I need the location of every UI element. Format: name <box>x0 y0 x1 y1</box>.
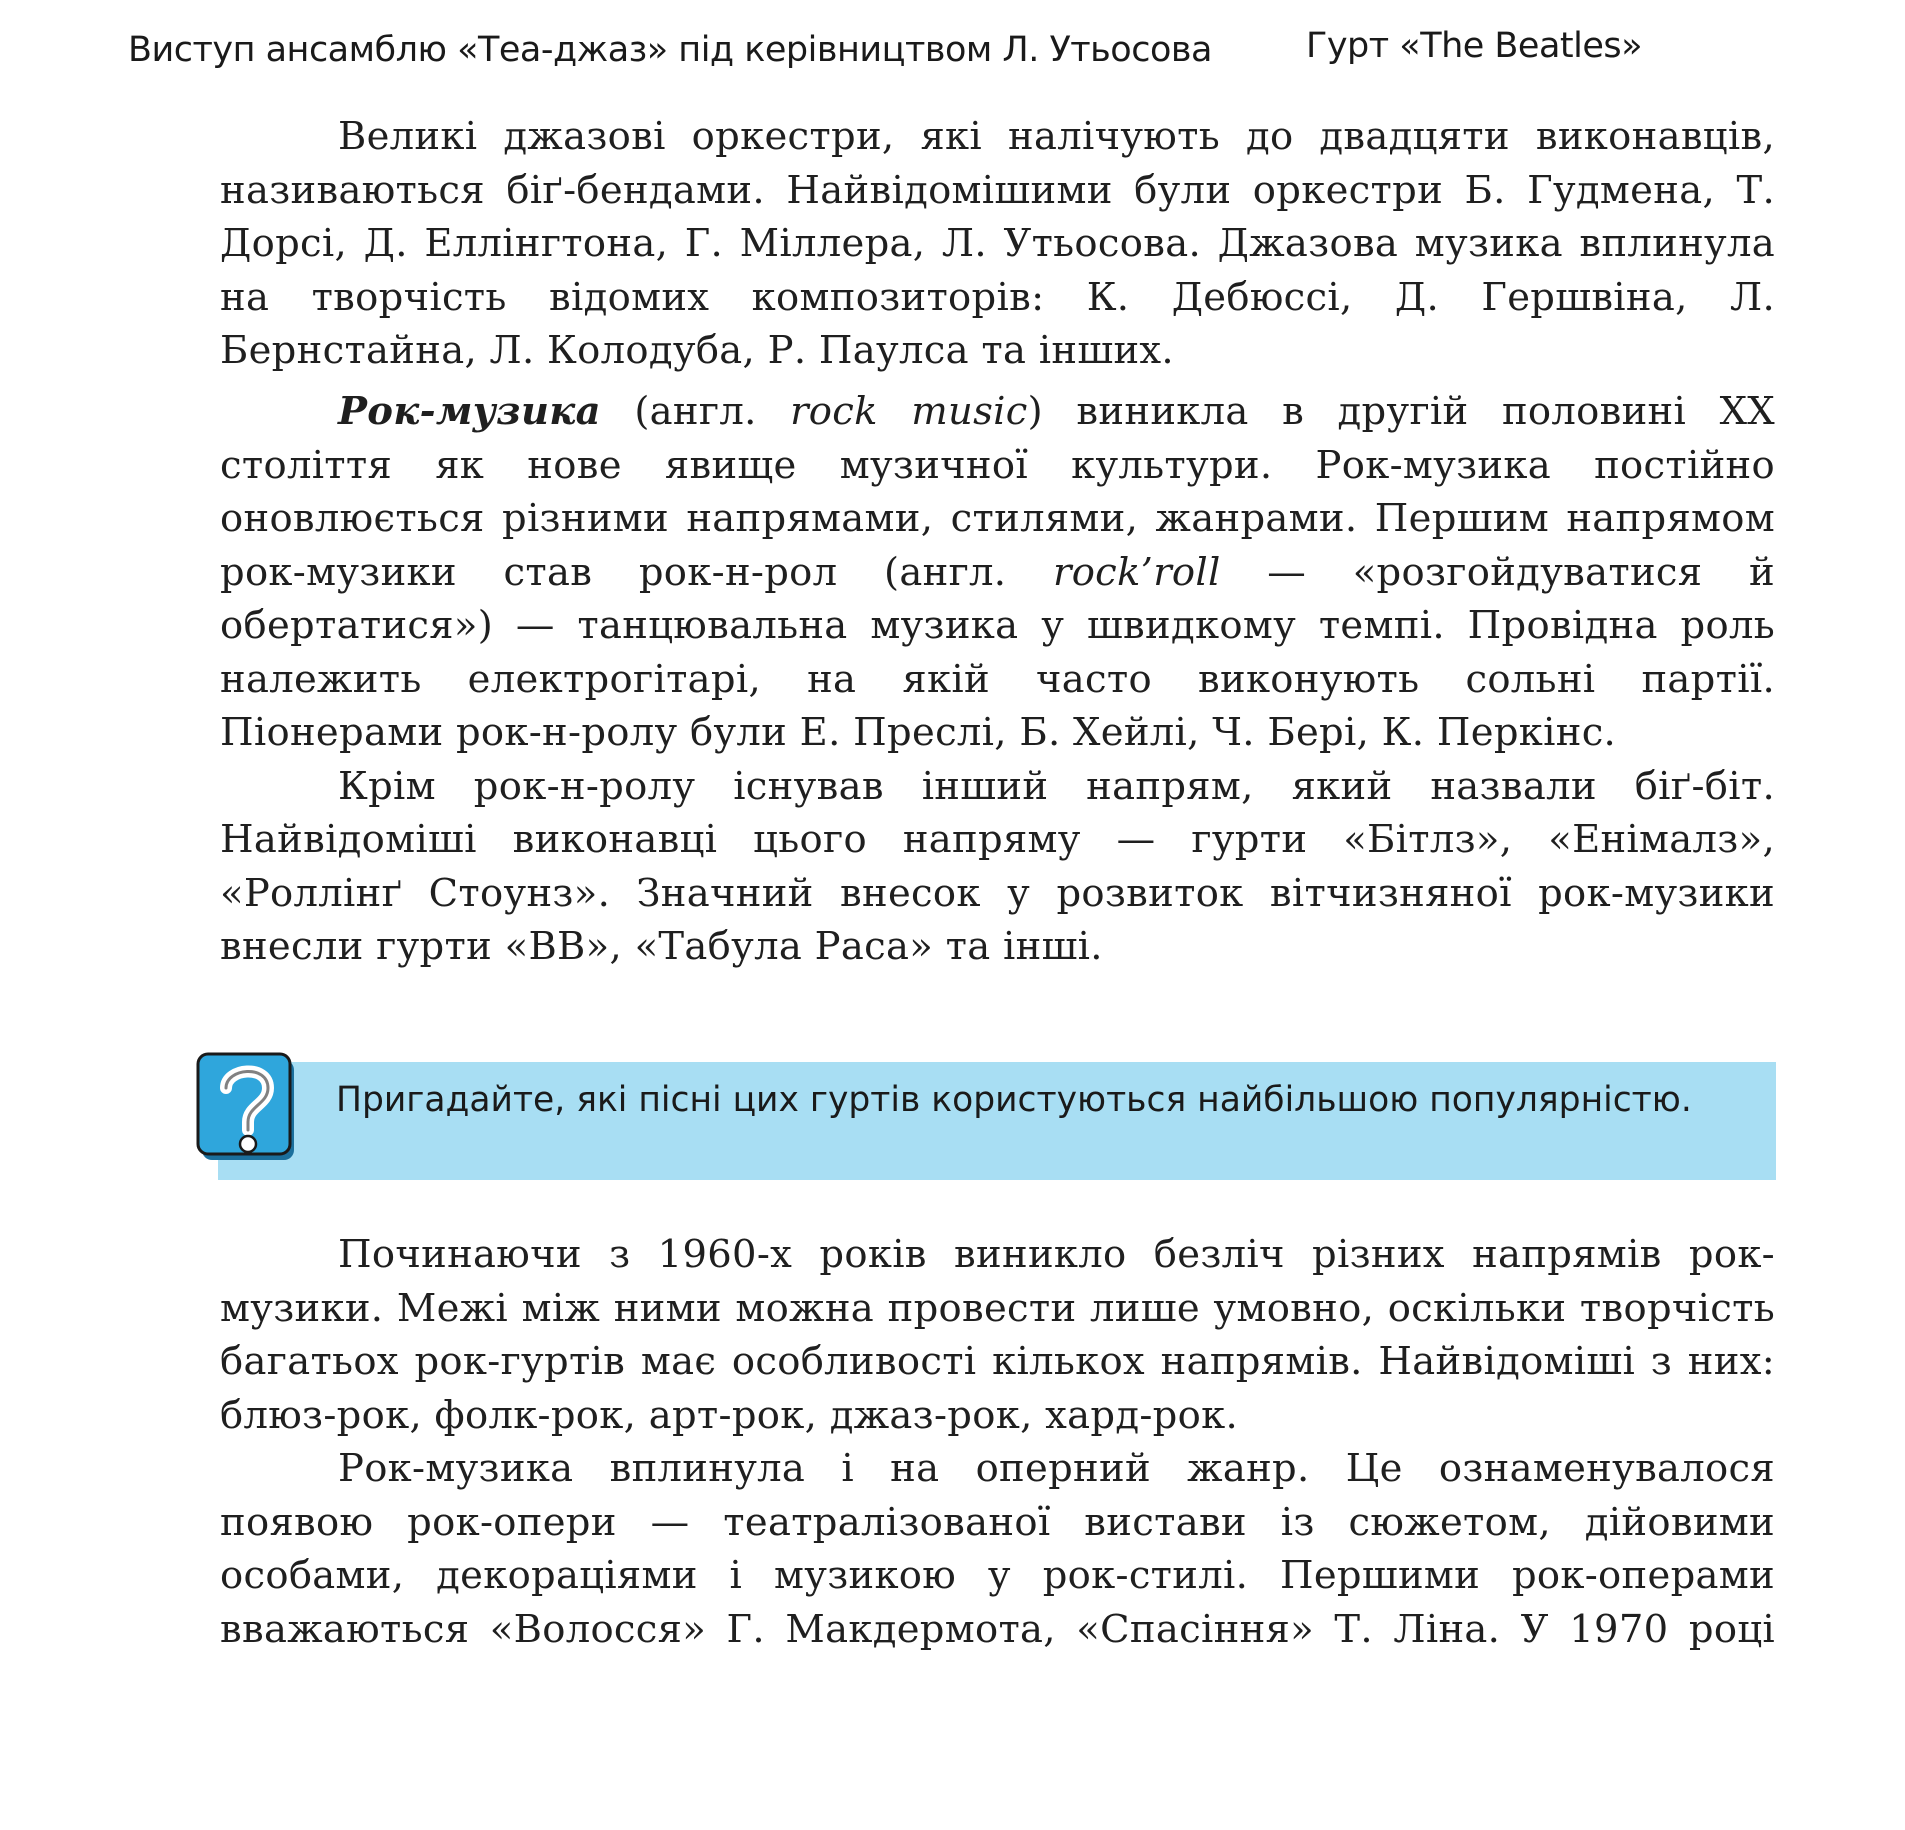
term-rock-music-en: rock music <box>790 389 1028 434</box>
paragraph-rock-music <box>220 385 1775 760</box>
text-block-rock <box>220 385 1775 974</box>
paragraph-rock-part-b: ) виникла в другій половині XX століття як нове явище музичної культури. Рок-музика постійно оновлюється різними напрямами, стилями, жанрами. Першим напрямом рок-музики став рок-н-рол (англ. <box>220 389 1776 595</box>
callout-question-text: Пригадайте, які пісні цих гуртів користуються найбільшою популярністю. <box>336 1080 1692 1120</box>
text-block-jazz <box>220 110 1775 378</box>
caption-beatles: Гурт «The Beatles» <box>1306 26 1643 66</box>
paragraph-big-bands: Великі джазові оркестри, які налічують до двадцяти виконавців, називаються біґ-бендами. Найвідомішими були оркестри Б. Гудмена, Т. Дорсі, Д. Еллінгтона, Г. Міллера, Л. Утьосова. Джазова музика вплинула на творчість відомих композиторів: К. Дебюссі, Д. Гершвіна, Л. Бернстайна, Л. Колодуба, Р. Паулса та інших. <box>220 114 1775 373</box>
text-block-rock-genres <box>220 1228 1775 1656</box>
paragraph-rock-part-a: (англ. <box>600 389 791 434</box>
photo-captions <box>128 22 1688 78</box>
paragraph-big-beat: Крім рок-н-ролу існував інший напрям, який назвали біґ-біт. Найвідоміші виконавці цього напряму — гурти «Бітлз», «Енімалз», «Роллінґ Стоунз». Значний внесок у розвиток вітчизняної рок-музики внесли гурти «ВВ», «Табула Раса» та інші. <box>220 763 1775 969</box>
paragraph-rock-directions: Починаючи з 1960-х років виникло безліч різних напрямів рок-музики. Межі між ними можна провести лише умовно, оскільки творчість багатьох рок-гуртів має особливості кількох напрямів. Найвідоміші з них: блюз-рок, фолк-рок, арт-рок, джаз-рок, хард-рок. <box>220 1232 1775 1438</box>
term-rock-n-roll-en: rock’roll <box>1052 549 1221 595</box>
term-rock-music: Рок-музика <box>338 389 601 434</box>
question-mark-icon <box>196 1050 300 1166</box>
question-callout <box>218 1062 1776 1180</box>
caption-tea-jazz: Виступ ансамблю «Теа-джаз» під керівництвом Л. Утьосова <box>128 30 1212 70</box>
paragraph-rock-part-c: — «розгойдуватися й обертатися») — танцювальна музика у швидкому темпі. Провідна роль належить електрогітарі, на якій часто виконують сольні партії. Піонерами рок-н-ролу були Е. Преслі, Б. Хейлі, Ч. Бері, К. Перкінс. <box>220 549 1775 755</box>
paragraph-rock-opera: Рок-музика вплинула і на оперний жанр. Це ознаменувалося появою рок-опери — театралізованої вистави із сюжетом, дійовими особами, декораціями і музикою у рок-стилі. Першими рок-операми вважаються «Волосся» Г. Макдермота, «Спасіння» Т. Ліна. У 1970 році <box>220 1446 1775 1652</box>
